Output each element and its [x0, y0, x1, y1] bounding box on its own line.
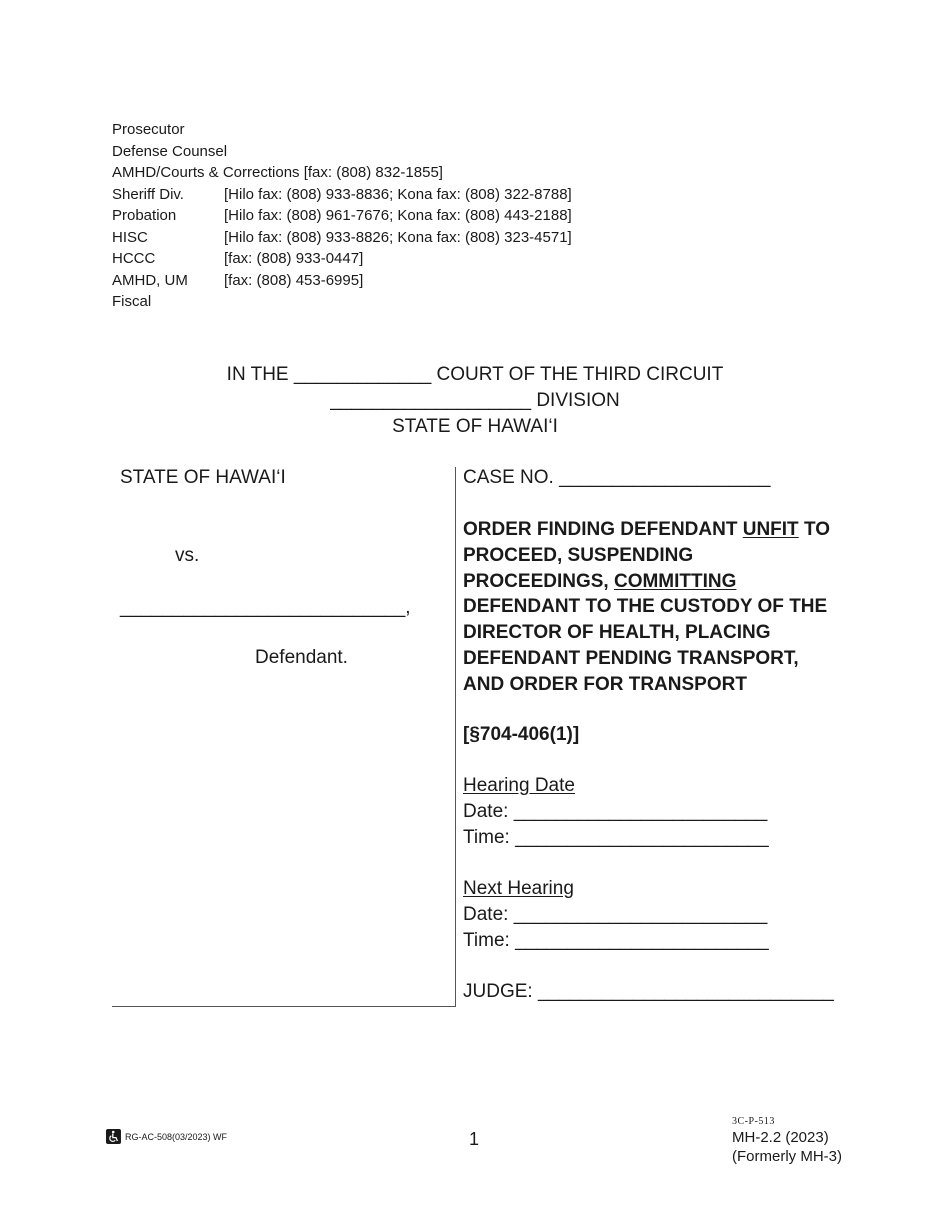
next-hearing-heading-text: Next Hearing: [463, 878, 574, 899]
form-reference: 3C-P-513: [732, 1116, 775, 1127]
plaintiff-name: STATE OF HAWAI‘I: [120, 467, 286, 488]
hearing-date-field: Date: ________________________: [463, 801, 768, 822]
hearing-date-heading-text: Hearing Date: [463, 775, 575, 796]
dist-fax: [fax: (808) 453-6995]: [224, 271, 364, 289]
judge-field: JUDGE: ____________________________: [463, 981, 834, 1002]
formerly-label: (Formerly MH-3): [732, 1148, 842, 1165]
dist-fax: [Hilo fax: (808) 933-8836; Kona fax: (808) 322-8788]: [224, 185, 572, 203]
court-line-2: ___________________ DIVISION: [330, 390, 620, 411]
hearing-date-heading: [463, 775, 575, 797]
page-number: 1: [469, 1129, 480, 1149]
title-committing: COMMITTING: [613, 570, 737, 592]
document-title: [463, 517, 843, 698]
court-line-1: IN THE _____________ COURT OF THE THIRD CIRCUIT: [226, 364, 724, 385]
dist-fax: [fax: (808) 933-0447]: [224, 250, 364, 267]
accessibility-icon: [106, 1129, 121, 1149]
next-time-field: Time: ________________________: [463, 930, 769, 951]
next-hearing-heading: [463, 878, 574, 900]
form-id: MH-2.2 (2023): [732, 1129, 829, 1146]
defendant-blank: ___________________________,: [120, 597, 411, 618]
title-part: ORDER FINDING DEFENDANT: [463, 519, 743, 540]
title-unfit: UNFIT: [742, 519, 799, 540]
case-number: CASE NO. ____________________: [463, 467, 771, 488]
dist-label: HISC: [112, 228, 148, 246]
dist-fax: [Hilo fax: (808) 961-7676; Kona fax: (808) 443-2188]: [224, 207, 572, 224]
caption-divider: [455, 467, 456, 1007]
title-part: DEFENDANT TO THE CUSTODY OF THE DIRECTOR OF HEALTH, PLACING DEFENDANT PENDING TRANSPORT, AND ORDER FOR TRANSPORT: [463, 596, 828, 695]
form-code: RG-AC-508(03/2023) WF: [125, 1132, 228, 1142]
caption-bottom-rule: [112, 1006, 455, 1007]
dist-label: Probation: [112, 207, 177, 224]
dist-amhd-courts: AMHD/Courts & Corrections [fax: (808) 832-1855]: [112, 164, 443, 181]
statute-reference: [§704-406(1)]: [463, 724, 580, 745]
versus-label: vs.: [175, 545, 200, 566]
dist-fax: [Hilo fax: (808) 933-8826; Kona fax: (808) 323-4571]: [224, 228, 572, 246]
hearing-time-field: Time: ________________________: [463, 827, 769, 848]
dist-prosecutor: Prosecutor: [112, 121, 185, 138]
dist-defense-counsel: Defense Counsel: [112, 142, 228, 160]
dist-fiscal: Fiscal: [112, 293, 152, 310]
defendant-label: Defendant.: [255, 647, 348, 668]
next-date-field: Date: ________________________: [463, 904, 768, 925]
title-part: TO PROCEED, SUSPENDING PROCEEDINGS,: [463, 519, 830, 592]
dist-label: Sheriff Div.: [112, 185, 184, 203]
court-line-3: STATE OF HAWAI‘I: [392, 416, 558, 437]
dist-label: AMHD, UM: [112, 271, 188, 289]
dist-label: HCCC: [112, 250, 156, 267]
